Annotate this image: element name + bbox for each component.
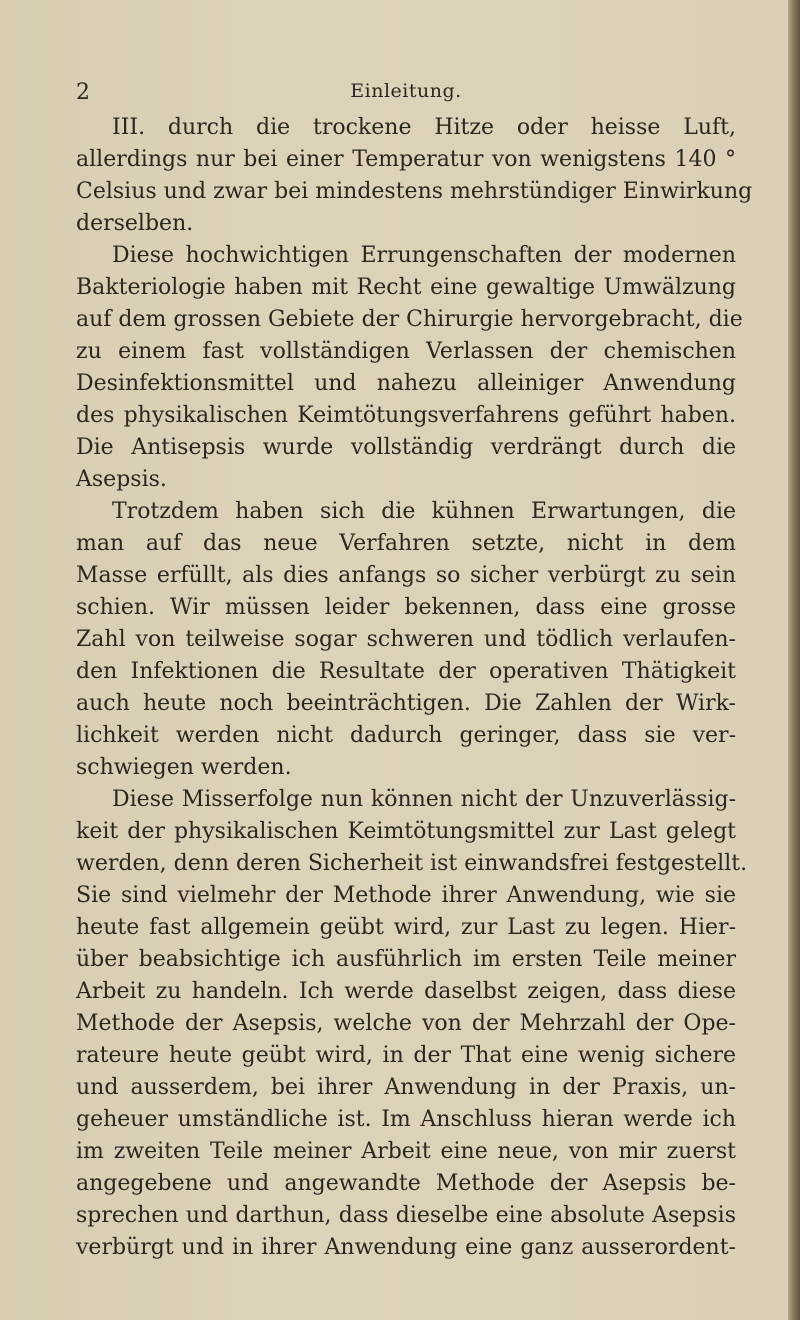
text-line: Celsius und zwar bei mindestens mehrstündiger Einwirkung bbox=[76, 179, 753, 204]
page-header bbox=[76, 80, 736, 110]
text-line: über beabsichtige ich ausführlich im ersten Teile meiner bbox=[76, 947, 736, 972]
text-line: Die Antisepsis wurde vollständig verdrängt durch die bbox=[76, 435, 736, 460]
running-head: Einleitung. bbox=[350, 80, 462, 102]
text-line: heute fast allgemein geübt wird, zur Last zu legen. Hier- bbox=[76, 915, 736, 940]
text-line: zu einem fast vollständigen Verlassen der chemischen bbox=[76, 339, 736, 364]
text-line: allerdings nur bei einer Temperatur von wenigstens 140 ° bbox=[76, 147, 736, 172]
text-line: schwiegen werden. bbox=[76, 755, 292, 780]
text-line: im zweiten Teile meiner Arbeit eine neue, von mir zuerst bbox=[76, 1139, 736, 1164]
text-line: schien. Wir müssen leider bekennen, dass eine grosse bbox=[76, 595, 736, 620]
text-line: Methode der Asepsis, welche von der Mehrzahl der Ope- bbox=[76, 1011, 736, 1036]
text-line: sprechen und darthun, dass dieselbe eine absolute Asepsis bbox=[76, 1203, 736, 1228]
text-line: rateure heute geübt wird, in der That eine wenig sichere bbox=[76, 1043, 736, 1068]
text-line: lichkeit werden nicht dadurch geringer, dass sie ver- bbox=[76, 723, 736, 748]
page-edge bbox=[788, 0, 800, 1320]
text-line: Trotzdem haben sich die kühnen Erwartungen, die bbox=[112, 499, 736, 524]
text-line: auch heute noch beeinträchtigen. Die Zahlen der Wirk- bbox=[76, 691, 736, 716]
text-line: Asepsis. bbox=[76, 467, 167, 492]
text-line: Bakteriologie haben mit Recht eine gewaltige Umwälzung bbox=[76, 275, 736, 300]
text-line: werden, denn deren Sicherheit ist einwandsfrei festgestellt. bbox=[76, 851, 748, 876]
text-line: keit der physikalischen Keimtötungsmittel zur Last gelegt bbox=[76, 819, 736, 844]
text-line: Diese hochwichtigen Errungenschaften der modernen bbox=[112, 243, 736, 268]
text-line: derselben. bbox=[76, 211, 194, 236]
text-line: Sie sind vielmehr der Methode ihrer Anwendung, wie sie bbox=[76, 883, 736, 908]
text-line: Zahl von teilweise sogar schweren und tödlich verlaufen- bbox=[76, 627, 736, 652]
text-line: verbürgt und in ihrer Anwendung eine ganz ausserordent- bbox=[76, 1235, 736, 1260]
text-line: den Infektionen die Resultate der operativen Thätigkeit bbox=[76, 659, 736, 684]
text-line: Desinfektionsmittel und nahezu alleiniger Anwendung bbox=[76, 371, 736, 396]
text-line: Arbeit zu handeln. Ich werde daselbst zeigen, dass diese bbox=[76, 979, 736, 1004]
page-number: 2 bbox=[76, 80, 90, 105]
text-line: Masse erfüllt, als dies anfangs so sicher verbürgt zu sein bbox=[76, 563, 736, 588]
text-line: angegebene und angewandte Methode der Asepsis be- bbox=[76, 1171, 736, 1196]
text-line: und ausserdem, bei ihrer Anwendung in der Praxis, un- bbox=[76, 1075, 736, 1100]
text-line: man auf das neue Verfahren setzte, nicht in dem bbox=[76, 531, 736, 556]
text-line: geheuer umständliche ist. Im Anschluss hieran werde ich bbox=[76, 1107, 736, 1132]
text-line: auf dem grossen Gebiete der Chirurgie hervorgebracht, die bbox=[76, 307, 743, 332]
text-line: III. durch die trockene Hitze oder heisse Luft, bbox=[112, 115, 736, 140]
body-text bbox=[76, 112, 753, 1264]
text-line: des physikalischen Keimtötungsverfahrens geführt haben. bbox=[76, 403, 736, 428]
text-line: Diese Misserfolge nun können nicht der Unzuverlässig- bbox=[112, 787, 736, 812]
